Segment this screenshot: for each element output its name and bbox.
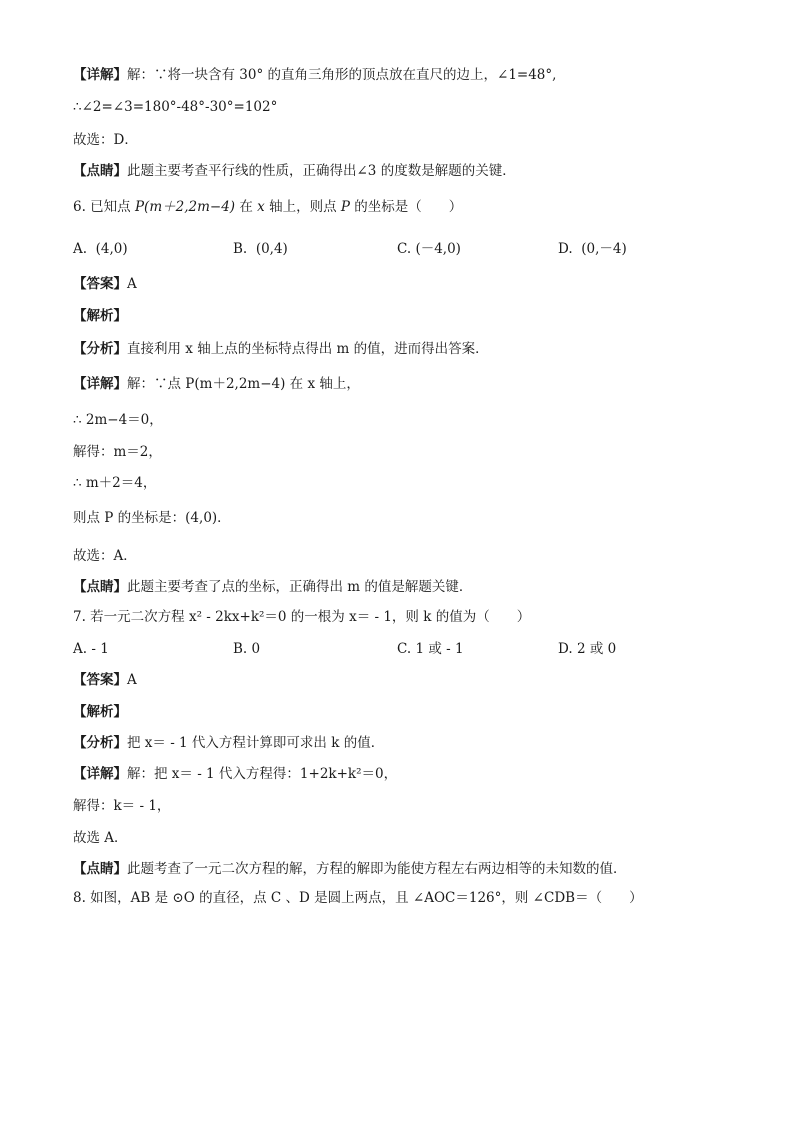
q6-fenxi-text: 直接利用 x 轴上点的坐标特点得出 m 的值，进而得出答案．: [127, 341, 489, 357]
prev-detail-line: [73, 66, 556, 84]
q7-option-d: D. 2 或 0: [558, 641, 617, 657]
detail-text: 解：∵将一块含有 30° 的直角三角形的顶点放在直尺的边上，∠1=48°,: [127, 67, 557, 83]
q6-stem-mid: 在: [235, 199, 258, 215]
fenxi-tag: 【分析】: [73, 735, 127, 751]
q6-option-a: A. (4,0): [73, 241, 128, 257]
q8-stem: 8. 如图，AB 是 ⊙O 的直径，点 C 、D 是圆上两点，且 ∠AOC＝126°，则 ∠CDB＝（ ）: [73, 890, 643, 906]
detail-tag: 【详解】: [73, 766, 127, 782]
comment-tag: 【点睛】: [73, 579, 127, 595]
q6-stem: [73, 198, 462, 216]
q6-choice: 故选：A．: [73, 548, 137, 564]
q6-detail-line: [73, 375, 360, 393]
q6-detail-text: 解：∵点 P(m＋2,2m−4) 在 x 轴上，: [127, 376, 360, 392]
answer-tag: 【答案】: [73, 276, 127, 292]
q7-fenxi-line: [73, 734, 384, 752]
q6-comment-text: 此题主要考查了点的坐标，正确得出 m 的值是解题关键．: [127, 579, 473, 595]
q7-choice: 故选 A．: [73, 830, 128, 846]
q7-step-1: 解得：k＝ - 1，: [73, 798, 171, 814]
q6-stem-formula: P(m＋2,2m−4): [134, 199, 236, 215]
comment-tag: 【点睛】: [73, 861, 127, 877]
q6-step-2: 解得：m＝2，: [73, 444, 162, 460]
q7-analysis-tag: 【解析】: [73, 704, 127, 720]
q6-analysis-tag: 【解析】: [73, 308, 127, 324]
detail-tag: 【详解】: [73, 376, 127, 392]
q6-answer: A: [127, 276, 137, 292]
q7-detail-text: 解：把 x＝ - 1 代入方程得：1+2k+k²＝0，: [127, 766, 398, 782]
q6-option-d: D. (0,－4): [558, 241, 627, 257]
answer-tag: 【答案】: [73, 672, 127, 688]
q6-comment-line: [73, 578, 472, 596]
q6-stem-end: 的坐标是（ ）: [349, 199, 463, 215]
q7-answer-line: [73, 671, 137, 689]
q6-step-4: 则点 P 的坐标是：(4,0)．: [73, 510, 231, 526]
comment-text: 此题主要考查平行线的性质，正确得出∠3 的度数是解题的关键．: [127, 163, 516, 179]
q7-option-b: B. 0: [233, 641, 261, 657]
detail-tag: 【详解】: [73, 67, 127, 83]
q7-fenxi-text: 把 x＝ - 1 代入方程计算即可求出 k 的值．: [127, 735, 385, 751]
q7-detail-line: [73, 765, 397, 783]
q7-option-a: A. - 1: [73, 641, 109, 657]
q6-stem-point: P: [340, 199, 350, 215]
q7-comment-line: [73, 860, 627, 878]
prev-step-1: ∴∠2=∠3=180°-48°-30°=102°: [73, 99, 278, 115]
q6-stem-pre: 6. 已知点: [73, 199, 135, 215]
comment-tag: 【点睛】: [73, 163, 127, 179]
q7-answer: A: [127, 672, 137, 688]
q6-stem-post: 轴上，则点: [264, 199, 341, 215]
q6-fenxi-line: [73, 340, 489, 358]
q6-stem-axis: x: [257, 199, 265, 215]
q6-option-c: C. (－4,0): [397, 241, 461, 257]
q7-stem: 7. 若一元二次方程 x² - 2kx+k²＝0 的一根为 x＝ - 1，则 k 的值为（ ）: [73, 609, 531, 625]
prev-comment-line: [73, 162, 516, 180]
q7-comment-text: 此题考查了一元二次方程的解，方程的解即为能使方程左右两边相等的未知数的值．: [127, 861, 627, 877]
q7-option-c: C. 1 或 - 1: [397, 641, 464, 657]
fenxi-tag: 【分析】: [73, 341, 127, 357]
prev-choice: 故选：D．: [73, 132, 138, 148]
q6-step-1: ∴ 2m−4＝0，: [73, 412, 163, 428]
q6-answer-line: [73, 275, 137, 293]
q6-step-3: ∴ m＋2＝4，: [73, 475, 157, 491]
q6-option-b: B. (0,4): [233, 241, 288, 257]
